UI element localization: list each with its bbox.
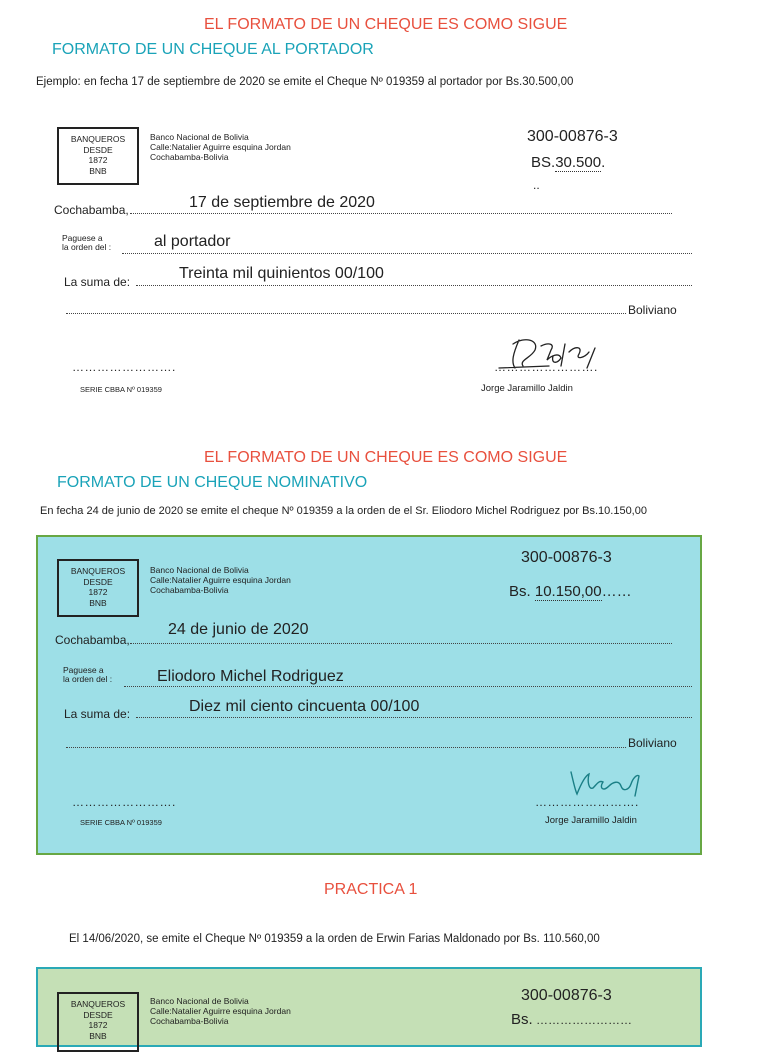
signer-dots: ……………………. — [494, 360, 598, 374]
sum-value: Diez mil ciento cincuenta 00/100 — [189, 698, 420, 715]
amount-box: Bs. …………………… — [511, 1011, 633, 1028]
date-line — [130, 213, 672, 214]
place-label: Cochabamba, — [54, 203, 129, 217]
logo-line: DESDE — [83, 1009, 113, 1020]
bank-name: Banco Nacional de Bolivia — [150, 132, 249, 142]
amount-box: BS.30.500. — [531, 154, 606, 171]
payee-line — [122, 253, 692, 254]
payee-line — [124, 686, 692, 687]
bank-city: Cochabamba-Bolivia — [150, 152, 229, 162]
bank-address: Calle:Natalier Aguirre esquina Jordan — [150, 1006, 291, 1016]
logo-line: DESDE — [83, 576, 113, 587]
serie-dots: ……………………. — [72, 360, 176, 374]
bank-name: Banco Nacional de Bolivia — [150, 996, 249, 1006]
amount-dots: .. — [533, 178, 540, 192]
bank-info — [150, 996, 291, 1026]
pay-label — [62, 234, 111, 252]
payee-value: al portador — [154, 233, 231, 250]
section2-subtitle: FORMATO DE UN CHEQUE NOMINATIVO — [57, 474, 368, 491]
amount-box: Bs. 10.150,00…… — [509, 583, 632, 600]
logo-line: BANQUEROS — [70, 134, 126, 144]
bank-logo — [57, 992, 139, 1052]
logo-line: 1872 — [88, 587, 108, 597]
bank-city: Cochabamba-Bolivia — [150, 1016, 229, 1026]
section2-intro: En fecha 24 de junio de 2020 se emite el cheque Nº 019359 a la orden de el Sr. Eliodoro Michel Rodriguez por Bs.10.150,00 — [40, 505, 647, 517]
pay-label-line: la orden del : — [63, 674, 113, 684]
bank-info — [150, 132, 291, 162]
bank-logo — [57, 127, 139, 185]
section1-intro: Ejemplo: en fecha 17 de septiembre de 2020 se emite el Cheque Nº 019359 al portador por Bs.30.500,00 — [36, 76, 574, 88]
signer-dots: ……………………. — [535, 795, 639, 809]
signer-name: Jorge Jaramillo Jaldin — [545, 815, 637, 826]
serie-dots: ……………………. — [72, 795, 176, 809]
practice-intro: El 14/06/2020, se emite el Cheque Nº 019359 a la orden de Erwin Farias Maldonado por Bs. 110.560,00 — [69, 933, 600, 945]
currency-line — [66, 313, 626, 314]
practice-title: PRACTICA 1 — [324, 881, 418, 898]
bs-prefix: Bs. — [509, 583, 531, 600]
bank-name: Banco Nacional de Bolivia — [150, 565, 249, 575]
sum-value: Treinta mil quinientos 00/100 — [179, 265, 384, 282]
pay-label-line: Paguese a — [63, 665, 104, 675]
cheque-bearer — [36, 118, 702, 408]
section1-subtitle: FORMATO DE UN CHEQUE AL PORTADOR — [52, 41, 374, 58]
account-number: 300-00876-3 — [521, 549, 612, 566]
cheque-practice — [36, 967, 702, 1047]
sum-label: La suma de: — [64, 707, 131, 721]
bank-city: Cochabamba-Bolivia — [150, 585, 229, 595]
date-line — [130, 643, 672, 644]
logo-line: BANQUEROS — [70, 566, 126, 576]
serie-number: SERIE CBBA Nº 019359 — [80, 818, 162, 827]
section1-title: EL FORMATO DE UN CHEQUE ES COMO SIGUE — [204, 16, 568, 33]
section2-title: EL FORMATO DE UN CHEQUE ES COMO SIGUE — [204, 449, 568, 466]
currency-word: Boliviano — [628, 303, 677, 317]
account-number: 300-00876-3 — [527, 128, 618, 145]
date-value: 17 de septiembre de 2020 — [189, 194, 375, 211]
signer-name: Jorge Jaramillo Jaldin — [481, 383, 573, 394]
sum-line — [136, 285, 692, 286]
logo-line: BNB — [89, 165, 107, 176]
currency-word: Boliviano — [628, 736, 677, 750]
account-number: 300-00876-3 — [521, 987, 612, 1004]
logo-line: BANQUEROS — [70, 999, 126, 1009]
serie-number: SERIE CBBA Nº 019359 — [80, 385, 162, 394]
logo-line: BNB — [89, 1030, 107, 1041]
logo-line: BNB — [89, 597, 107, 608]
pay-label-line: la orden del : — [62, 242, 112, 252]
bs-amount: 30.500 — [555, 154, 602, 171]
bs-prefix: Bs. — [511, 1011, 533, 1028]
bank-logo — [57, 559, 139, 617]
bank-info — [150, 565, 291, 595]
bs-prefix: BS. — [531, 154, 556, 171]
place-label: Cochabamba, — [55, 633, 130, 647]
pay-label — [63, 666, 112, 684]
currency-line — [66, 747, 626, 748]
pay-label-line: Paguese a — [62, 233, 103, 243]
logo-line: 1872 — [88, 155, 108, 165]
logo-line: DESDE — [83, 144, 113, 155]
date-value: 24 de junio de 2020 — [168, 621, 309, 638]
bank-address: Calle:Natalier Aguirre esquina Jordan — [150, 142, 291, 152]
payee-value: Eliodoro Michel Rodriguez — [157, 668, 344, 685]
bs-amount: 10.150,00 — [534, 583, 602, 600]
cheque-nominative — [36, 535, 702, 855]
bank-address: Calle:Natalier Aguirre esquina Jordan — [150, 575, 291, 585]
sum-line — [136, 717, 692, 718]
sum-label: La suma de: — [64, 275, 131, 289]
logo-line: 1872 — [88, 1020, 108, 1030]
